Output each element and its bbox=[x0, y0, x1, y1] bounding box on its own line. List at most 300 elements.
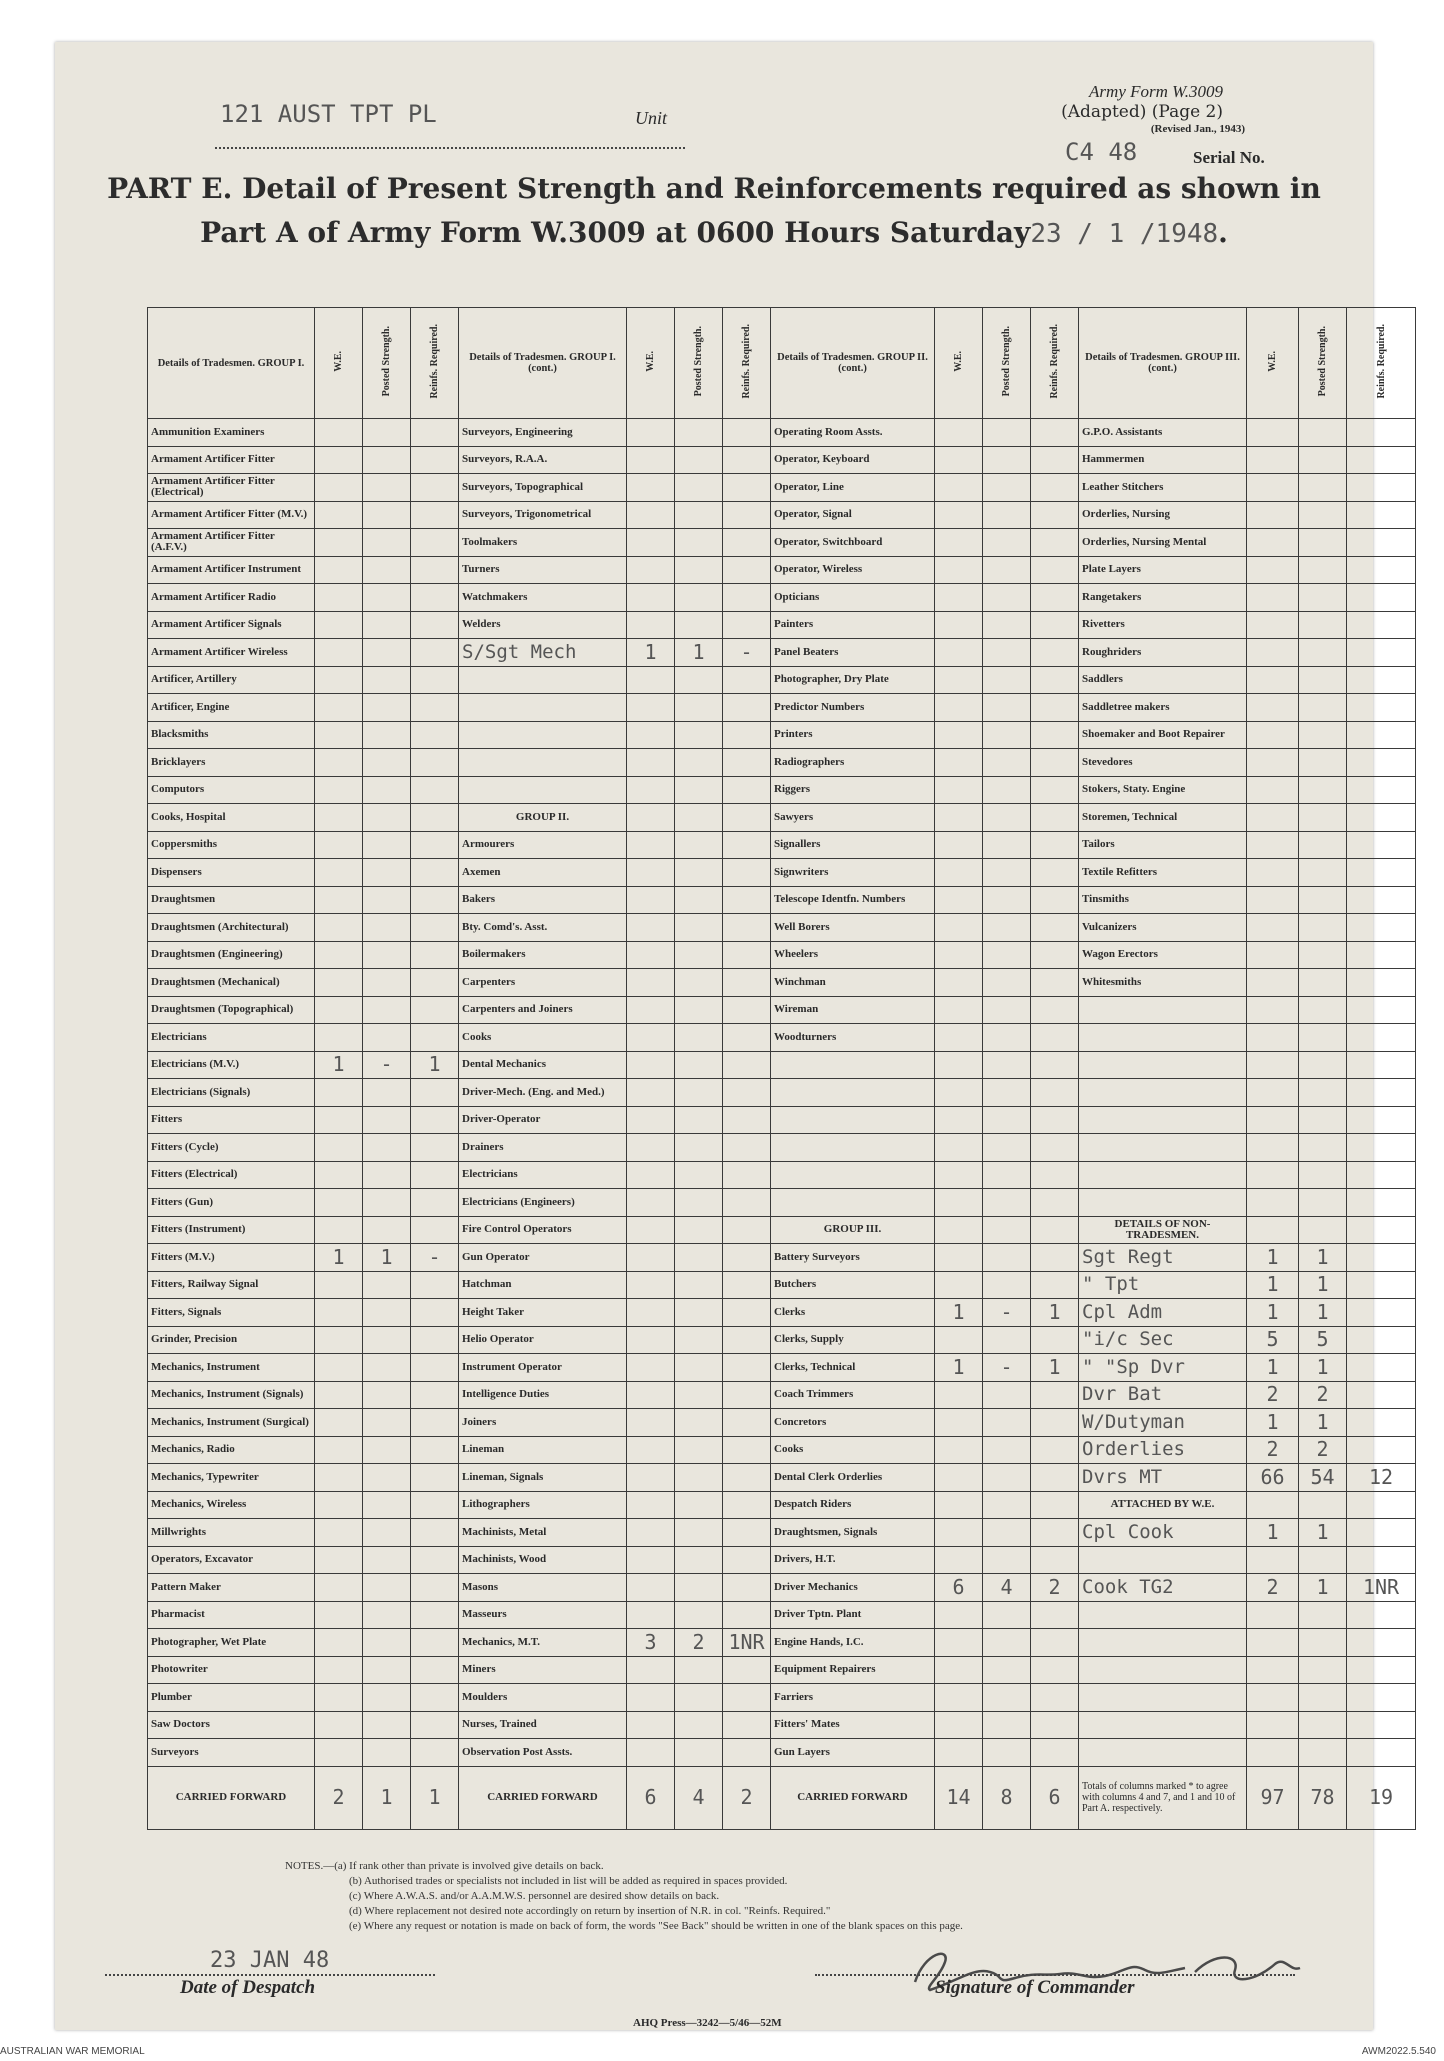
we-header-text: W.E. bbox=[1267, 351, 1278, 372]
count-cell bbox=[315, 1464, 363, 1492]
trade-name-cell bbox=[771, 1106, 935, 1134]
count-cell: 1 bbox=[315, 1051, 363, 1079]
title-date: 23 / 1 /1948 bbox=[1030, 219, 1219, 249]
trade-name-cell: Orderlies, Nursing bbox=[1079, 501, 1247, 529]
count-cell: 5 bbox=[1299, 1326, 1347, 1354]
table-row bbox=[148, 1216, 1416, 1244]
trade-name-cell: Draughtsmen (Topographical) bbox=[148, 996, 315, 1024]
count-cell: 1NR bbox=[1347, 1574, 1416, 1602]
table-row bbox=[148, 804, 1416, 832]
trade-name-cell: Whitesmiths bbox=[1079, 969, 1247, 997]
count-cell bbox=[723, 996, 771, 1024]
count-cell bbox=[935, 611, 983, 639]
table-row bbox=[148, 941, 1416, 969]
count-cell bbox=[1247, 1601, 1299, 1629]
count-cell: 1 bbox=[1247, 1354, 1299, 1382]
count-cell bbox=[675, 1491, 723, 1519]
count-cell bbox=[1247, 831, 1299, 859]
group-3-cont-header: Details of Tradesmen. GROUP III. (cont.) bbox=[1079, 308, 1247, 419]
archive-id: AWM2022.5.540 bbox=[1361, 2046, 1436, 2057]
count-cell bbox=[363, 1409, 411, 1437]
trade-name-cell: Radiographers bbox=[771, 749, 935, 777]
carried-forward-label: CARRIED FORWARD bbox=[459, 1766, 627, 1829]
count-cell bbox=[1031, 1464, 1079, 1492]
count-cell bbox=[1299, 1711, 1347, 1739]
trade-name-cell: Draughtsmen (Engineering) bbox=[148, 941, 315, 969]
count-cell bbox=[935, 1024, 983, 1052]
count-cell bbox=[675, 1271, 723, 1299]
trade-name-cell: Machinists, Metal bbox=[459, 1519, 627, 1547]
count-cell bbox=[1347, 914, 1416, 942]
count-cell: 2 bbox=[1247, 1574, 1299, 1602]
count-cell bbox=[723, 776, 771, 804]
count-cell: 1 bbox=[1031, 1299, 1079, 1327]
count-cell bbox=[983, 1464, 1031, 1492]
count-cell bbox=[935, 1739, 983, 1767]
count-cell bbox=[723, 1244, 771, 1272]
count-cell bbox=[411, 1381, 459, 1409]
reinfs-header bbox=[1347, 308, 1416, 419]
count-cell bbox=[935, 1189, 983, 1217]
trade-name-cell: Mechanics, Radio bbox=[148, 1436, 315, 1464]
count-cell bbox=[363, 1024, 411, 1052]
trade-name-cell bbox=[1079, 1684, 1247, 1712]
count-cell bbox=[627, 1354, 675, 1382]
count-cell bbox=[363, 1299, 411, 1327]
count-cell bbox=[363, 776, 411, 804]
count-cell bbox=[675, 1684, 723, 1712]
count-cell: 1 bbox=[1299, 1519, 1347, 1547]
count-cell bbox=[723, 611, 771, 639]
count-cell bbox=[983, 1106, 1031, 1134]
trade-name-cell: Pharmacist bbox=[148, 1601, 315, 1629]
trade-name-cell: Gun Layers bbox=[771, 1739, 935, 1767]
table-row bbox=[148, 446, 1416, 474]
trade-name-cell bbox=[1079, 1656, 1247, 1684]
count-cell bbox=[1347, 584, 1416, 612]
count-cell bbox=[723, 1326, 771, 1354]
reinfs-header bbox=[411, 308, 459, 419]
trade-name-cell: Despatch Riders bbox=[771, 1491, 935, 1519]
trade-name-cell: Mechanics, M.T. bbox=[459, 1629, 627, 1657]
trade-name-cell: Carpenters and Joiners bbox=[459, 996, 627, 1024]
count-cell bbox=[675, 1161, 723, 1189]
count-cell bbox=[627, 584, 675, 612]
count-cell bbox=[1247, 749, 1299, 777]
cf-g2c-reinfs: 6 bbox=[1031, 1766, 1079, 1829]
trade-name-cell bbox=[771, 1134, 935, 1162]
trade-name-cell: Driver-Mech. (Eng. and Med.) bbox=[459, 1079, 627, 1107]
count-cell bbox=[627, 1271, 675, 1299]
count-cell bbox=[411, 1106, 459, 1134]
count-cell bbox=[983, 474, 1031, 502]
count-cell bbox=[363, 1326, 411, 1354]
count-cell bbox=[315, 1354, 363, 1382]
count-cell bbox=[1247, 1134, 1299, 1162]
count-cell bbox=[315, 1161, 363, 1189]
count-cell: 2 bbox=[675, 1629, 723, 1657]
count-cell bbox=[363, 1161, 411, 1189]
count-cell bbox=[1299, 529, 1347, 557]
unit-label: Unit bbox=[635, 108, 668, 128]
count-cell bbox=[627, 1464, 675, 1492]
trade-name-cell bbox=[1079, 1711, 1247, 1739]
count-cell bbox=[1247, 419, 1299, 447]
table-row bbox=[148, 1024, 1416, 1052]
count-cell bbox=[627, 886, 675, 914]
count-cell bbox=[935, 749, 983, 777]
count-cell bbox=[1347, 1079, 1416, 1107]
trade-name-cell: Saddletree makers bbox=[1079, 694, 1247, 722]
count-cell bbox=[1031, 419, 1079, 447]
count-cell bbox=[1031, 1739, 1079, 1767]
count-cell bbox=[315, 474, 363, 502]
count-cell bbox=[627, 1739, 675, 1767]
trade-name-cell: Wheelers bbox=[771, 941, 935, 969]
count-cell bbox=[983, 886, 1031, 914]
trade-name-cell: Tinsmiths bbox=[1079, 886, 1247, 914]
count-cell bbox=[1299, 1601, 1347, 1629]
count-cell bbox=[723, 859, 771, 887]
count-cell bbox=[411, 969, 459, 997]
count-cell bbox=[315, 1491, 363, 1519]
count-cell bbox=[935, 1326, 983, 1354]
count-cell bbox=[1299, 1106, 1347, 1134]
count-cell bbox=[627, 859, 675, 887]
count-cell bbox=[363, 721, 411, 749]
count-cell bbox=[983, 1739, 1031, 1767]
count-cell bbox=[723, 1051, 771, 1079]
count-cell bbox=[1247, 1546, 1299, 1574]
trade-name-cell: Armament Artificer Wireless bbox=[148, 639, 315, 667]
count-cell: 1 bbox=[1247, 1409, 1299, 1437]
trade-name-cell: Surveyors, R.A.A. bbox=[459, 446, 627, 474]
trade-name-cell: Toolmakers bbox=[459, 529, 627, 557]
count-cell bbox=[1031, 1106, 1079, 1134]
count-cell bbox=[983, 1326, 1031, 1354]
count-cell bbox=[675, 1079, 723, 1107]
count-cell bbox=[675, 446, 723, 474]
count-cell bbox=[1247, 446, 1299, 474]
count-cell bbox=[983, 1051, 1031, 1079]
count-cell bbox=[1247, 1491, 1299, 1519]
trade-name-cell: Surveyors bbox=[148, 1739, 315, 1767]
table-row bbox=[148, 1079, 1416, 1107]
trade-name-cell: Fitters (Instrument) bbox=[148, 1216, 315, 1244]
count-cell: 1 bbox=[935, 1299, 983, 1327]
count-cell bbox=[1347, 474, 1416, 502]
count-cell bbox=[1247, 1684, 1299, 1712]
count-cell bbox=[627, 529, 675, 557]
count-cell bbox=[363, 969, 411, 997]
count-cell bbox=[1031, 584, 1079, 612]
count-cell: 1 bbox=[1247, 1271, 1299, 1299]
count-cell bbox=[315, 1546, 363, 1574]
count-cell bbox=[723, 1354, 771, 1382]
trade-name-cell: Surveyors, Trigonometrical bbox=[459, 501, 627, 529]
count-cell bbox=[315, 1436, 363, 1464]
count-cell: 1 bbox=[1031, 1354, 1079, 1382]
count-cell bbox=[675, 886, 723, 914]
count-cell bbox=[627, 1491, 675, 1519]
count-cell bbox=[983, 1271, 1031, 1299]
count-cell bbox=[935, 1711, 983, 1739]
count-cell bbox=[675, 969, 723, 997]
trade-name-cell: Machinists, Wood bbox=[459, 1546, 627, 1574]
count-cell bbox=[1031, 941, 1079, 969]
signature-line bbox=[815, 1974, 1295, 1976]
count-cell bbox=[675, 474, 723, 502]
count-cell bbox=[1031, 611, 1079, 639]
trade-name-cell: Leather Stitchers bbox=[1079, 474, 1247, 502]
count-cell bbox=[1247, 666, 1299, 694]
count-cell bbox=[983, 611, 1031, 639]
count-cell bbox=[983, 1381, 1031, 1409]
count-cell bbox=[315, 969, 363, 997]
count-cell bbox=[627, 1546, 675, 1574]
table-row bbox=[148, 1051, 1416, 1079]
trade-name-cell bbox=[459, 749, 627, 777]
count-cell bbox=[627, 694, 675, 722]
count-cell bbox=[1347, 749, 1416, 777]
count-cell bbox=[983, 501, 1031, 529]
count-cell bbox=[315, 1134, 363, 1162]
count-cell bbox=[983, 584, 1031, 612]
trade-name-cell: Cpl Adm bbox=[1079, 1299, 1247, 1327]
count-cell bbox=[935, 639, 983, 667]
table-row bbox=[148, 1106, 1416, 1134]
count-cell bbox=[675, 1051, 723, 1079]
count-cell bbox=[363, 886, 411, 914]
count-cell bbox=[1347, 1244, 1416, 1272]
table-row bbox=[148, 859, 1416, 887]
count-cell: 1 bbox=[1299, 1409, 1347, 1437]
note-line: (b) Authorised trades or specialists not included in list will be added as required in spaces provided. bbox=[349, 1875, 788, 1887]
trade-name-cell: Pattern Maker bbox=[148, 1574, 315, 1602]
count-cell bbox=[723, 1271, 771, 1299]
trade-name-cell: Fitters' Mates bbox=[771, 1711, 935, 1739]
count-cell bbox=[723, 1079, 771, 1107]
count-cell bbox=[315, 804, 363, 832]
table-row bbox=[148, 556, 1416, 584]
trade-name-cell bbox=[771, 1189, 935, 1217]
count-cell bbox=[723, 501, 771, 529]
trade-name-cell bbox=[459, 721, 627, 749]
count-cell bbox=[1347, 694, 1416, 722]
count-cell bbox=[627, 1436, 675, 1464]
count-cell bbox=[675, 1189, 723, 1217]
count-cell bbox=[1347, 556, 1416, 584]
count-cell bbox=[935, 556, 983, 584]
count-cell bbox=[983, 996, 1031, 1024]
count-cell: - bbox=[363, 1051, 411, 1079]
posted-header bbox=[363, 308, 411, 419]
count-cell bbox=[315, 1326, 363, 1354]
table-row bbox=[148, 749, 1416, 777]
count-cell bbox=[1347, 1656, 1416, 1684]
table-row bbox=[148, 694, 1416, 722]
table-row bbox=[148, 1271, 1416, 1299]
count-cell bbox=[363, 1574, 411, 1602]
count-cell bbox=[1299, 666, 1347, 694]
count-cell bbox=[723, 446, 771, 474]
count-cell bbox=[315, 1739, 363, 1767]
count-cell bbox=[1031, 1244, 1079, 1272]
trade-name-cell: Battery Surveyors bbox=[771, 1244, 935, 1272]
count-cell bbox=[675, 501, 723, 529]
trade-name-cell bbox=[459, 776, 627, 804]
table-header-row bbox=[148, 308, 1416, 419]
count-cell bbox=[627, 1409, 675, 1437]
count-cell bbox=[411, 1684, 459, 1712]
table-body bbox=[148, 419, 1416, 1767]
trade-name-cell: Signwriters bbox=[771, 859, 935, 887]
count-cell bbox=[723, 721, 771, 749]
count-cell bbox=[315, 1106, 363, 1134]
count-cell bbox=[1347, 831, 1416, 859]
count-cell bbox=[935, 859, 983, 887]
count-cell bbox=[315, 1656, 363, 1684]
trade-name-cell bbox=[1079, 1106, 1247, 1134]
trade-name-cell: Electricians bbox=[148, 1024, 315, 1052]
count-cell bbox=[1347, 776, 1416, 804]
count-cell bbox=[723, 1711, 771, 1739]
form-number: Army Form W.3009 bbox=[1089, 82, 1223, 101]
count-cell: 1 bbox=[627, 639, 675, 667]
trade-name-cell: GROUP II. bbox=[459, 804, 627, 832]
count-cell bbox=[1347, 996, 1416, 1024]
count-cell bbox=[315, 831, 363, 859]
count-cell bbox=[675, 584, 723, 612]
count-cell bbox=[315, 1629, 363, 1657]
count-cell bbox=[1031, 446, 1079, 474]
trade-name-cell: Rangetakers bbox=[1079, 584, 1247, 612]
count-cell bbox=[411, 776, 459, 804]
count-cell bbox=[1299, 584, 1347, 612]
count-cell bbox=[315, 446, 363, 474]
count-cell bbox=[723, 1491, 771, 1519]
count-cell bbox=[723, 1299, 771, 1327]
count-cell bbox=[1247, 639, 1299, 667]
count-cell bbox=[935, 584, 983, 612]
reinfs-header bbox=[1031, 308, 1079, 419]
count-cell bbox=[1247, 694, 1299, 722]
count-cell bbox=[1031, 666, 1079, 694]
table-row bbox=[148, 776, 1416, 804]
count-cell bbox=[411, 1546, 459, 1574]
trade-name-cell: Hatchman bbox=[459, 1271, 627, 1299]
count-cell bbox=[723, 1739, 771, 1767]
count-cell bbox=[723, 1134, 771, 1162]
count-cell bbox=[983, 831, 1031, 859]
count-cell bbox=[411, 1629, 459, 1657]
count-cell bbox=[1031, 1216, 1079, 1244]
count-cell bbox=[363, 1354, 411, 1382]
count-cell bbox=[1031, 776, 1079, 804]
trade-name-cell: Mechanics, Instrument (Signals) bbox=[148, 1381, 315, 1409]
trade-name-cell: Mechanics, Instrument (Surgical) bbox=[148, 1409, 315, 1437]
table-row bbox=[148, 666, 1416, 694]
count-cell bbox=[411, 666, 459, 694]
count-cell bbox=[1031, 556, 1079, 584]
count-cell bbox=[935, 694, 983, 722]
count-cell bbox=[723, 831, 771, 859]
we-header-text: W.E. bbox=[333, 351, 344, 372]
count-cell bbox=[675, 666, 723, 694]
trade-name-cell: Height Taker bbox=[459, 1299, 627, 1327]
table-row bbox=[148, 1711, 1416, 1739]
count-cell bbox=[1031, 1519, 1079, 1547]
count-cell bbox=[1247, 1106, 1299, 1134]
count-cell bbox=[315, 776, 363, 804]
trade-name-cell: Saw Doctors bbox=[148, 1711, 315, 1739]
count-cell bbox=[935, 996, 983, 1024]
count-cell bbox=[411, 1464, 459, 1492]
count-cell: 1 bbox=[411, 1051, 459, 1079]
count-cell bbox=[411, 1326, 459, 1354]
count-cell bbox=[411, 419, 459, 447]
count-cell bbox=[627, 1244, 675, 1272]
trade-name-cell: Orderlies, Nursing Mental bbox=[1079, 529, 1247, 557]
trade-name-cell: Millwrights bbox=[148, 1519, 315, 1547]
trade-name-cell: Operator, Signal bbox=[771, 501, 935, 529]
trade-name-cell: Dvrs MT bbox=[1079, 1464, 1247, 1492]
count-cell bbox=[627, 996, 675, 1024]
trade-name-cell: Surveyors, Engineering bbox=[459, 419, 627, 447]
count-cell bbox=[723, 1519, 771, 1547]
count-cell bbox=[675, 529, 723, 557]
count-cell: 1 bbox=[363, 1244, 411, 1272]
count-cell bbox=[675, 1409, 723, 1437]
count-cell bbox=[627, 1711, 675, 1739]
count-cell bbox=[363, 831, 411, 859]
count-cell bbox=[315, 419, 363, 447]
trade-name-cell: Wagon Erectors bbox=[1079, 941, 1247, 969]
cf-g1c-posted: 4 bbox=[675, 1766, 723, 1829]
unit-value: 121 AUST TPT PL bbox=[220, 100, 437, 128]
count-cell bbox=[723, 529, 771, 557]
cf-total-reinfs: 19 bbox=[1347, 1766, 1416, 1829]
count-cell bbox=[1031, 1079, 1079, 1107]
count-cell bbox=[1299, 1051, 1347, 1079]
count-cell: 54 bbox=[1299, 1464, 1347, 1492]
trade-name-cell: Nurses, Trained bbox=[459, 1711, 627, 1739]
count-cell bbox=[675, 1519, 723, 1547]
count-cell bbox=[1347, 1051, 1416, 1079]
count-cell bbox=[363, 419, 411, 447]
trade-name-cell: Mechanics, Typewriter bbox=[148, 1464, 315, 1492]
count-cell bbox=[675, 996, 723, 1024]
count-cell bbox=[411, 804, 459, 832]
count-cell bbox=[935, 1546, 983, 1574]
trade-name-cell: Ammunition Examiners bbox=[148, 419, 315, 447]
trade-name-cell: Engine Hands, I.C. bbox=[771, 1629, 935, 1657]
count-cell bbox=[1347, 666, 1416, 694]
table-row bbox=[148, 1629, 1416, 1657]
count-cell bbox=[983, 1491, 1031, 1519]
count-cell bbox=[627, 666, 675, 694]
count-cell bbox=[411, 694, 459, 722]
count-cell bbox=[1347, 1381, 1416, 1409]
count-cell bbox=[1347, 1326, 1416, 1354]
count-cell: 2 bbox=[1299, 1436, 1347, 1464]
despatch-label: Date of Despatch bbox=[180, 1977, 316, 1998]
count-cell bbox=[1347, 419, 1416, 447]
count-cell bbox=[935, 501, 983, 529]
count-cell bbox=[983, 1024, 1031, 1052]
count-cell bbox=[363, 1491, 411, 1519]
count-cell bbox=[983, 749, 1031, 777]
